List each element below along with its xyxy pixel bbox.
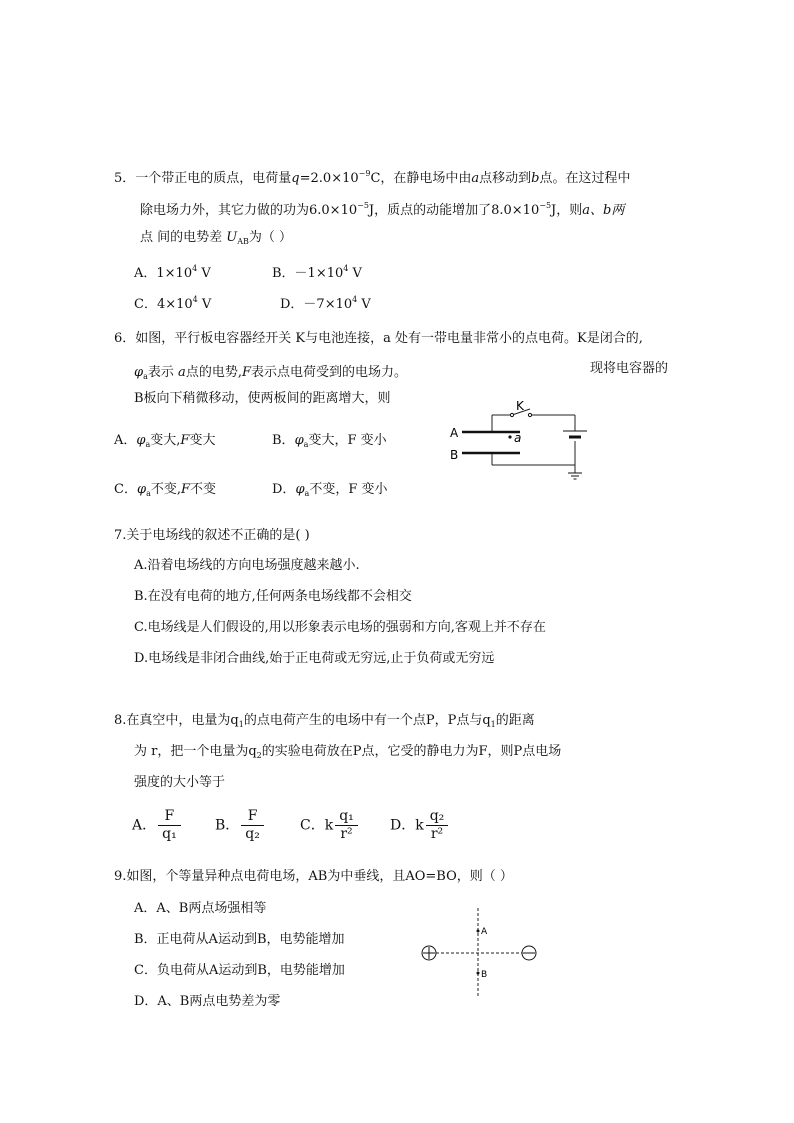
q5-line3: 点 间的电势差 $U_{AB}$为（ ） [140,230,293,246]
q9-option-c[interactable]: C．负电荷从A运动到B，电势能增加 [134,963,345,978]
q5-option-d[interactable]: D．$-7\times 10^4$ V [280,295,371,312]
q8-line3: 强度的大小等于 [134,775,226,790]
label-point-b: B [481,970,488,980]
q7-option-d[interactable]: D.电场线是非闭合曲线,始于正电荷或无穷远,止于负荷或无穷远 [134,651,495,666]
fraction: $\frac{\text{q₁}}{\text{r²}}$ [335,808,358,843]
q5-option-b[interactable]: B．$-1\times 10^4$ V [272,264,362,281]
label-point-a: A [481,927,488,937]
fraction: $\frac{F}{\text{q₁}}$ [158,808,181,843]
q6-line3: B板向下稍微移动，使两板间的距离增大，则 [134,391,391,406]
point-a-dot [508,435,511,438]
q6-option-a[interactable]: A．$\varphi_a$变大,F变大 [114,433,216,449]
q8-line2: 为 r，把一个电量为$q_2$的实验电荷放在P点，它受的静电力为F，则P点电场 [134,744,562,760]
q6-option-d[interactable]: D．$\varphi_a$不变，F 变小 [272,482,388,498]
dipole-figure [415,905,545,1000]
q5-line2: 除电场力外，其它力做的功为$6.0\times 10^{-5}J$，质点的动能增加了$8.0\times 10^{-5}J$，则a、b两 [140,201,625,218]
switch-contact-left [510,413,513,416]
q8-option-b[interactable]: B． $\frac{F}{\text{q₂}}$ [215,808,266,843]
point-a-dot [477,930,480,933]
q8-line1: 8.在真空中，电量为$q_1$的点电荷产生的电场中有一个点P，P点与$q_1$的距离 [114,713,535,729]
label-k: K [516,399,524,413]
point-b-dot [477,972,480,975]
q5-option-c[interactable]: C．$4\times 10^4$ V [134,295,212,312]
q6-line2-right: 现将电容器的 [590,361,669,376]
q9-option-b[interactable]: B．正电荷从A运动到B，电势能增加 [134,932,345,947]
capacitor-circuit-figure [440,395,600,485]
fraction: $\frac{F}{\text{q₂}}$ [241,808,264,843]
q6-option-b[interactable]: B．$\varphi_a$变大，F 变小 [272,433,387,449]
fraction: $\frac{\text{q₂}}{\text{r²}}$ [426,808,449,843]
q9-option-d[interactable]: D．A、B两点电势差为零 [134,994,281,1009]
q7-line1: 7.关于电场线的叙述不正确的是( ) [114,528,310,543]
q9-option-a[interactable]: A．A、B两点场强相等 [134,901,267,916]
q5-line1: 5．一个带正电的质点，电荷量$q=2.0\times 10^{-9}C$，在静电场中由a点移动到b点。在这过程中 [114,169,631,186]
q6-line1: 6．如图，平行板电容器经开关 K与电池连接，a 处有一带电量非常小的点电荷。K是闭合的, [114,331,643,346]
q5-option-a[interactable]: A．$1\times 10^4$ V [134,264,211,281]
q8-option-c[interactable]: C．k $\frac{\text{q₁}}{\text{r²}}$ [300,808,360,843]
q7-option-c[interactable]: C.电场线是人们假设的,用以形象表示电场的强弱和方向,客观上并不存在 [134,620,546,635]
q8-option-d[interactable]: D．k $\frac{\text{q₂}}{\text{r²}}$ [390,808,450,843]
q9-line1: 9.如图，个等量异种点电荷电场，AB为中垂线，且AO=BO，则（ ） [114,869,513,884]
q7-option-b[interactable]: B.在没有电荷的地方,任何两条电场线都不会相交 [134,589,412,604]
label-plate-b: B [450,448,459,462]
q7-option-a[interactable]: A.沿着电场线的方向电场强度越来越小. [134,558,360,573]
label-plate-a: A [450,426,459,440]
q6-line2: $\varphi_a$表示 a点的电势,F表示点电荷受到的电场力。 [134,365,407,381]
q6-option-c[interactable]: C．$\varphi_a$不变,F不变 [114,482,217,498]
label-point-a: a [514,431,522,445]
switch-contact-right [528,413,531,416]
q8-option-a[interactable]: A． $\frac{F}{\text{q₁}}$ [132,808,183,843]
